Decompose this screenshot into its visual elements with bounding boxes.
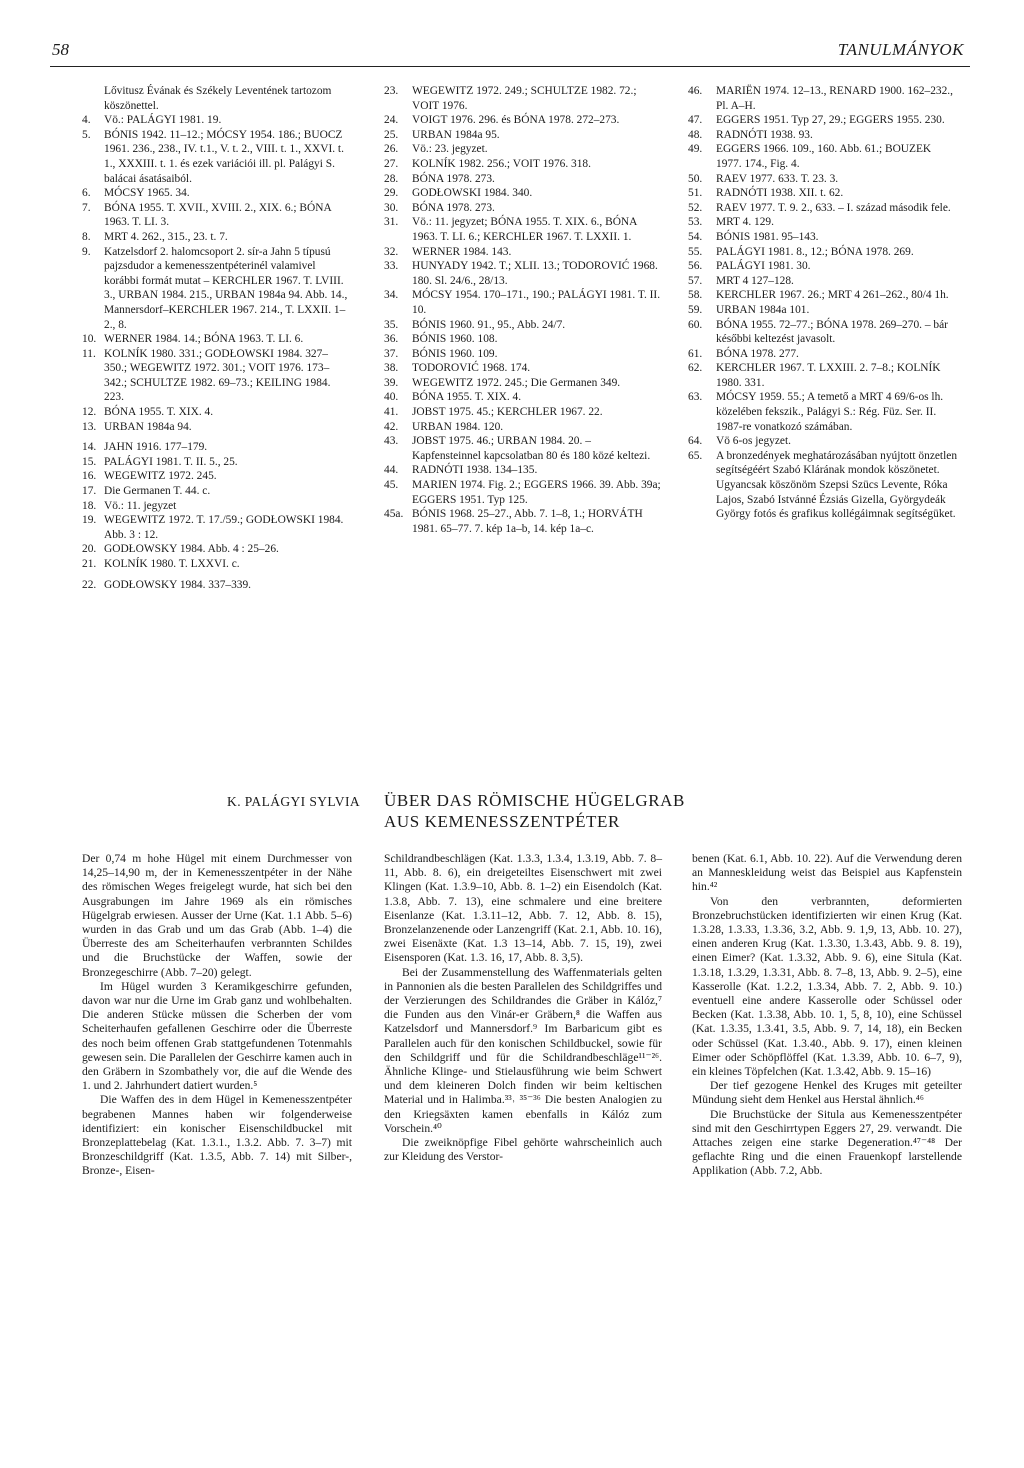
note-item bbox=[384, 318, 662, 333]
note-text: VOIGT 1976. 296. és BÓNA 1978. 272–273. bbox=[412, 114, 620, 127]
note-item bbox=[82, 186, 350, 201]
note-number: 41. bbox=[384, 406, 399, 419]
note-item bbox=[82, 542, 350, 557]
note-text: MARIEN 1974. Fig. 2.; EGGERS 1966. 39. Abb. 39a; EGGERS 1951. Typ 125. bbox=[412, 479, 661, 506]
note-item bbox=[688, 449, 958, 522]
note-text: MRT 4 127–128. bbox=[716, 274, 794, 287]
note-item bbox=[688, 259, 958, 274]
note-number: 35. bbox=[384, 318, 399, 331]
note-number: 47. bbox=[688, 114, 703, 127]
note-text: BÓNA 1955. 72–77.; BÓNA 1978. 269–270. – bár későbbi keltezést javasolt. bbox=[716, 318, 948, 346]
note-number: 19. bbox=[82, 514, 97, 527]
note-item bbox=[688, 288, 958, 303]
body-paragraph: Bei der Zusammenstellung des Waffenmaterials gelten in Pannonien als die besten Parallelen des Schildgriffes und der Verzierungen des Schildrandes die Gräber in Kálóz,⁷ die Funden aus den Vinár-er Gräbern,⁸ die Waffen aus Katzelsdorf und Mannersdorf.⁹ Im Barbaricum gibt es Parallelen auch für den konischen Schildbuckel, sowie für den Schildgriff und für die Schildrandbeschläge¹¹⁻²⁶. Ähnliche Klinge- und Stielausführung wie beim Schwert und dem kleineren Dolch finden wir beim keltischen Material und in Halimba.³³˒ ³⁵⁻³⁶ Die besten Analogien zu den Kriegsäxten kamen ebenfalls in Kálóz zum Vorschein.⁴⁰ bbox=[384, 965, 662, 1135]
note-number: 12. bbox=[82, 406, 97, 419]
note-number: 29. bbox=[384, 187, 399, 200]
note-text: WEGEWITZ 1972. 245. bbox=[104, 470, 217, 483]
note-number: 23. bbox=[384, 85, 399, 97]
note-text: PALÁGYI 1981. 8., 12.; BÓNA 1978. 269. bbox=[716, 245, 914, 258]
note-number: 42. bbox=[384, 420, 399, 433]
note-text: BÓNIS 1960. 108. bbox=[412, 333, 498, 346]
note-item bbox=[82, 499, 350, 514]
note-item bbox=[384, 84, 662, 113]
note-number: 18. bbox=[82, 499, 97, 512]
note-number: 15. bbox=[82, 455, 97, 468]
note-text: RAEV 1977. T. 9. 2., 633. – I. század második fele. bbox=[716, 201, 951, 214]
note-item bbox=[82, 440, 350, 455]
note-text: HUNYADY 1942. T.; XLII. 13.; TODOROVIĆ 1968. 180. Sl. 24/6., 28/13. bbox=[412, 260, 658, 287]
note-number: 34. bbox=[384, 289, 399, 302]
note-item bbox=[384, 245, 662, 260]
note-text: EGGERS 1951. Typ 27, 29.; EGGERS 1955. 230. bbox=[716, 114, 945, 127]
note-number: 62. bbox=[688, 362, 703, 375]
note-number: 49. bbox=[688, 143, 703, 156]
notes-column-1 bbox=[82, 84, 350, 592]
note-item bbox=[384, 507, 662, 536]
note-text: MÓCSY 1959. 55.; A temető a MRT 4 69/6-os lh. közelében fekszik., Palágyi S.: Rég. Füz. Ser. II. 1987-re vonatkozó számában. bbox=[716, 391, 944, 433]
note-item bbox=[384, 186, 662, 201]
note-text: Vö.: 11. jegyzet bbox=[104, 499, 177, 512]
note-item bbox=[82, 332, 350, 347]
body-column-3 bbox=[692, 852, 962, 1179]
note-text: KERCHLER 1967. T. LXXIII. 2. 7–8.; KOLNÍK 1980. 331. bbox=[716, 362, 941, 389]
note-text: Vö.: 23. jegyzet. bbox=[412, 143, 488, 156]
note-item bbox=[384, 347, 662, 362]
header-rule bbox=[50, 66, 970, 67]
note-item bbox=[384, 478, 662, 507]
note-number: 53. bbox=[688, 216, 703, 229]
note-item bbox=[384, 361, 662, 376]
note-item bbox=[384, 288, 662, 317]
article-author: K. PALÁGYI SYLVIA bbox=[227, 794, 360, 809]
note-item bbox=[82, 245, 350, 333]
note-item bbox=[688, 215, 958, 230]
note-item bbox=[688, 113, 958, 128]
body-paragraph: Im Hügel wurden 3 Keramikgeschirre gefunden, davon war nur die Urne im Grab ganz und wohlbehalten. Die anderen Stücke müssen die Scherben der vom Scheiterhaufen gefallenen Geschirre oder die Überreste des noch beim offenen Grab stattgefundenen Totenmahls gewesen sein. Die Parallelen der Geschirre kamen auch in den Gräbern in Szombathely vor, die auf die Wende des 1. und 2. Jahrhundert datiert wurden.⁵ bbox=[82, 979, 352, 1093]
note-number: 20. bbox=[82, 543, 97, 556]
note-item bbox=[82, 347, 350, 405]
note-text: WERNER 1984. 14.; BÓNA 1963. T. LI. 6. bbox=[104, 333, 304, 346]
note-text: PALÁGYI 1981. 30. bbox=[716, 260, 811, 273]
note-number: 39. bbox=[384, 376, 399, 389]
note-number: 56. bbox=[688, 260, 703, 273]
note-text: GODŁOWSKY 1984. Abb. 4 : 25–26. bbox=[104, 543, 279, 556]
note-number: 52. bbox=[688, 201, 703, 214]
body-paragraph: benen (Kat. 6.1, Abb. 10. 22). Auf die Verwendung deren an Manneskleidung weist das Beispiel aus Kapfenstein hin.⁴² bbox=[692, 852, 962, 894]
note-number: 11. bbox=[82, 347, 96, 360]
note-number: 7. bbox=[82, 201, 91, 214]
note-item bbox=[688, 84, 958, 113]
note-number: 32. bbox=[384, 245, 399, 258]
note-item bbox=[688, 390, 958, 434]
notes-column-2 bbox=[384, 84, 662, 536]
note-item bbox=[384, 390, 662, 405]
note-item bbox=[688, 434, 958, 449]
note-item bbox=[82, 484, 350, 499]
note-number: 33. bbox=[384, 260, 399, 273]
note-item bbox=[688, 186, 958, 201]
note-number: 58. bbox=[688, 289, 703, 302]
note-text: GODŁOWSKY 1984. 337–339. bbox=[104, 578, 252, 591]
note-text: PALÁGYI 1981. T. II. 5., 25. bbox=[104, 455, 238, 468]
note-item bbox=[82, 201, 350, 230]
body-column-1 bbox=[82, 852, 352, 1179]
note-item bbox=[688, 303, 958, 318]
note-number: 17. bbox=[82, 485, 97, 498]
note-text: MARIËN 1974. 12–13., RENARD 1900. 162–232., Pl. A–H. bbox=[716, 85, 953, 112]
note-number: 13. bbox=[82, 420, 97, 433]
note-text: Katzelsdorf 2. halomcsoport 2. sír-a Jahn 5 típusú pajzsdudor a kemenesszentpéterinél valamivel korábbi formát mutat – KERCHLER 1967. T. LVIII. 3., URBAN 1984. 215., URBAN 1984a 94. Abb. 14., Mannersdorf–KERCHLER 1967. 214., T. LXXII. 1–2., 8. bbox=[104, 245, 348, 331]
note-item bbox=[688, 201, 958, 216]
note-text: RADNÓTI 1938. XII. t. 62. bbox=[716, 187, 844, 200]
note-text: A bronzedények meghatározásában nyújtott önzetlen segítségéért Szabó Klárának mondok köszönetet. Ugyancsak köszönöm Szepsi Szücs Levente, Róka Lajos, Szabó Istvánné Ézsiás Gizella, Györgydeák György fotós és grafikus kollégáimnak segítségüket. bbox=[716, 449, 958, 521]
note-item bbox=[384, 434, 662, 463]
body-paragraph: Die zweiknöpfige Fibel gehörte wahrscheinlich auch zur Kleidung des Verstor- bbox=[384, 1136, 662, 1164]
note-number: 26. bbox=[384, 143, 399, 156]
note-text: BÓNA 1955. T. XVII., XVIII. 2., XIX. 6.; BÓNA 1963. T. LI. 3. bbox=[104, 201, 332, 229]
note-text: BÓNIS 1942. 11–12.; MÓCSY 1954. 186.; BUOCZ 1961. 236., 238., IV. t.1., V. t. 2., VIII. t. 1., XXVI. t. 1., XXXIII. t. 1. és ezek variációi ill. pl. Palágyi S. balácai ásatásaiból. bbox=[104, 128, 344, 185]
article-title-line-1: ÜBER DAS RÖMISCHE HÜGELGRAB bbox=[384, 791, 685, 810]
body-paragraph: Der tief gezogene Henkel des Kruges mit geteilter Mündung sieht dem Henkel aus Herstal ähnlich.⁴⁶ bbox=[692, 1079, 962, 1107]
note-text: Lővitusz Évának és Székely Leventének tartozom köszönettel. bbox=[104, 85, 332, 112]
note-text: URBAN 1984. 120. bbox=[412, 420, 504, 433]
note-number: 36. bbox=[384, 333, 399, 346]
note-text: BÓNIS 1968. 25–27., Abb. 7. 1–8, 1.; HORVÁTH 1981. 65–77. 7. kép 1a–b, 14. kép 1a–c. bbox=[412, 508, 643, 535]
note-item bbox=[688, 245, 958, 260]
note-number: 51. bbox=[688, 187, 703, 200]
note-item bbox=[82, 113, 350, 128]
note-text: MÓCSY 1954. 170–171., 190.; PALÁGYI 1981. T. II. 10. bbox=[412, 289, 661, 316]
body-paragraph: Der 0,74 m hohe Hügel mit einem Durchmesser von 14,25–14,90 m, der in Kemenesszentpéter in der Nähe des römischen Weges freigelegt wurde, hat sich bei den Ausgrabungen im Jahre 1969 als ein römisches Hügelgrab erwiesen. Ausser der Urne (Kat. 1.1 Abb. 5–6) wurden in das Grab und um das Grab (Abb. 1–4) die Überreste des am Scheiterhaufen verbrannten Schildes und die Bruchstücke der Waffen, sowie der Bronzegeschirre (Abb. 7–20) gelegt. bbox=[82, 852, 352, 979]
note-text: RADNÓTI 1938. 134–135. bbox=[412, 464, 538, 477]
note-number: 46. bbox=[688, 85, 703, 97]
note-item bbox=[82, 128, 350, 186]
note-text: BÓNIS 1960. 109. bbox=[412, 347, 498, 360]
article-title bbox=[384, 790, 764, 832]
note-number: 4. bbox=[82, 114, 91, 127]
note-item bbox=[82, 513, 350, 542]
body-column-2 bbox=[384, 852, 662, 1164]
note-number: 65. bbox=[688, 449, 703, 462]
note-item bbox=[688, 128, 958, 143]
note-number: 63. bbox=[688, 391, 703, 404]
note-text: RADNÓTI 1938. 93. bbox=[716, 128, 813, 141]
note-number: 30. bbox=[384, 201, 399, 214]
note-item bbox=[384, 463, 662, 478]
note-number: 9. bbox=[82, 245, 91, 258]
note-item bbox=[384, 157, 662, 172]
note-text: KOLNÍK 1980. 331.; GODŁOWSKI 1984. 327–350.; WEGEWITZ 1972. 301.; VOIT 1976. 173–342.; SCHULTZE 1982. 69–73.; KEILING 1984. 223. bbox=[104, 347, 331, 404]
note-item bbox=[384, 142, 662, 157]
note-text: Vö.: 11. jegyzet; BÓNA 1955. T. XIX. 6., BÓNA 1963. T. LI. 6.; KERCHLER 1967. T. LXXII. 1. bbox=[412, 216, 637, 243]
note-item bbox=[82, 420, 350, 435]
note-item bbox=[82, 405, 350, 420]
note-text: Die Germanen T. 44. c. bbox=[104, 485, 211, 498]
note-text: MRT 4. 129. bbox=[716, 216, 774, 229]
note-item bbox=[384, 128, 662, 143]
note-text: Vö 6-os jegyzet. bbox=[716, 435, 791, 448]
note-number: 21. bbox=[82, 558, 97, 570]
note-item bbox=[82, 84, 350, 113]
note-number: 45a. bbox=[384, 508, 404, 521]
note-text: MRT 4. 262., 315., 23. t. 7. bbox=[104, 230, 228, 243]
note-number: 10. bbox=[82, 333, 97, 346]
note-item bbox=[688, 172, 958, 187]
note-text: WEGEWITZ 1972. 249.; SCHULTZE 1982. 72.; VOIT 1976. bbox=[412, 85, 637, 112]
note-item bbox=[384, 201, 662, 216]
note-text: RAEV 1977. 633. T. 23. 3. bbox=[716, 172, 839, 185]
note-number: 54. bbox=[688, 230, 703, 243]
note-item bbox=[384, 113, 662, 128]
note-text: KOLNÍK 1980. T. LXXVI. c. bbox=[104, 558, 240, 570]
note-number: 27. bbox=[384, 157, 399, 170]
note-text: MÓCSY 1965. 34. bbox=[104, 187, 190, 200]
note-number: 40. bbox=[384, 391, 399, 404]
note-text: Vö.: PALÁGYI 1981. 19. bbox=[104, 114, 222, 127]
note-text: URBAN 1984a 101. bbox=[716, 303, 810, 316]
note-item bbox=[688, 142, 958, 171]
note-text: WEGEWITZ 1972. T. 17./59.; GODŁOWSKI 1984. Abb. 3 : 12. bbox=[104, 514, 344, 541]
note-item bbox=[384, 376, 662, 391]
note-number: 43. bbox=[384, 435, 399, 448]
note-number: 60. bbox=[688, 318, 703, 331]
note-number: 22. bbox=[82, 578, 97, 591]
note-item bbox=[82, 469, 350, 484]
body-paragraph: Schildrandbeschlägen (Kat. 1.3.3, 1.3.4, 1.3.19, Abb. 7. 8–11, Abb. 8. 6), ein dreigeteiltes Eisenschwert mit zwei Klingen (Kat. 1.3.9–10, Abb. 8. 1–2) ein Eisendolch (Kat. 1.3.8, Abb. 7. 13), eine schmalere und eine breitere Eisenlanze (Kat. 1.3.11–12, Abb. 7. 12, Abb. 8. 15), Bronzelanzenende oder Lanzengriff (Kat. 2.1, Abb. 10. 16), zwei Eisenäxte (Kat. 1.3 13–14, Abb. 7. 15, 19), zwei Eisensporen (Kat. 1.3. 16, 17, Abb. 8. 3,5). bbox=[384, 852, 662, 965]
note-number: 57. bbox=[688, 274, 703, 287]
note-text: JOBST 1975. 46.; URBAN 1984. 20. – Kapfensteinnel kapcsolatban 80 és 180 közé keltezi. bbox=[412, 435, 651, 462]
note-text: JOBST 1975. 45.; KERCHLER 1967. 22. bbox=[412, 406, 603, 419]
note-item bbox=[688, 347, 958, 362]
note-number: 48. bbox=[688, 128, 703, 141]
note-text: BÓNA 1955. T. XIX. 4. bbox=[412, 391, 522, 404]
note-number: 24. bbox=[384, 114, 399, 127]
note-item bbox=[688, 230, 958, 245]
note-text: BÓNA 1978. 277. bbox=[716, 347, 799, 360]
note-item bbox=[384, 172, 662, 187]
note-item bbox=[384, 405, 662, 420]
page-number: 58 bbox=[52, 40, 69, 59]
note-number: 45. bbox=[384, 479, 399, 492]
notes-column-3 bbox=[688, 84, 958, 522]
note-text: TODOROVIĆ 1968. 174. bbox=[412, 362, 531, 375]
note-number: 25. bbox=[384, 128, 399, 141]
note-number: 5. bbox=[82, 128, 91, 141]
note-item bbox=[82, 455, 350, 470]
note-item bbox=[82, 557, 350, 572]
note-text: WERNER 1984. 143. bbox=[412, 245, 512, 258]
note-item bbox=[688, 361, 958, 390]
note-number: 38. bbox=[384, 362, 399, 375]
note-text: BÓNA 1978. 273. bbox=[412, 172, 495, 185]
note-text: JAHN 1916. 177–179. bbox=[104, 441, 208, 454]
note-text: URBAN 1984a 95. bbox=[412, 128, 500, 141]
note-number: 44. bbox=[384, 464, 399, 477]
note-text: GODŁOWSKI 1984. 340. bbox=[412, 187, 533, 200]
note-item bbox=[82, 578, 350, 593]
article-title-line-2: AUS KEMENESSZENTPÉTER bbox=[384, 812, 620, 831]
note-item bbox=[82, 230, 350, 245]
note-number: 8. bbox=[82, 230, 91, 243]
note-text: BÓNA 1955. T. XIX. 4. bbox=[104, 406, 214, 419]
note-text: EGGERS 1966. 109., 160. Abb. 61.; BOUZEK 1977. 174., Fig. 4. bbox=[716, 143, 932, 170]
note-number: 31. bbox=[384, 216, 399, 229]
body-paragraph: Die Waffen des in dem Hügel in Kemenesszentpéter begrabenen Mannes haben wir folgenderweise identifiziert: ein konischer Eisenschildbuckel mit Bronzeplattebelag (Kat. 1.3.1., 1.3.2. Abb. 7. 3–7) mit Bronzeschildgriff (Kat. 1.3.5, Abb. 7. 14) mit Silber-, Bronze-, Eisen- bbox=[82, 1093, 352, 1178]
note-item bbox=[688, 318, 958, 347]
note-number: 6. bbox=[82, 187, 91, 200]
note-item bbox=[384, 332, 662, 347]
note-number: 28. bbox=[384, 172, 399, 185]
note-number: 61. bbox=[688, 347, 703, 360]
note-text: BÓNA 1978. 273. bbox=[412, 201, 495, 214]
note-number: 64. bbox=[688, 435, 703, 448]
note-item bbox=[688, 274, 958, 289]
body-paragraph: Die Bruchstücke der Situla aus Kemenesszentpéter sind mit den Geschirrtypen Eggers 27, 29. verwandt. Die Attaches zeigen eine starke Degeneration.⁴⁷⁻⁴⁸ Der geflachte Ring und die einen Frauenkopf larstellende Applikation (Abb. 7.2, Abb. bbox=[692, 1107, 962, 1178]
note-text: URBAN 1984a 94. bbox=[104, 420, 192, 433]
note-number: 16. bbox=[82, 470, 97, 483]
note-text: BÓNIS 1960. 91., 95., Abb. 24/7. bbox=[412, 318, 566, 331]
note-text: WEGEWITZ 1972. 245.; Die Germanen 349. bbox=[412, 376, 621, 389]
note-number: 55. bbox=[688, 245, 703, 258]
note-number: 14. bbox=[82, 441, 97, 454]
note-number: 37. bbox=[384, 347, 399, 360]
note-item bbox=[384, 420, 662, 435]
note-item bbox=[384, 215, 662, 244]
note-number: 50. bbox=[688, 172, 703, 185]
note-number: 59. bbox=[688, 303, 703, 316]
note-text: KERCHLER 1967. 26.; MRT 4 261–262., 80/4 1h. bbox=[716, 289, 949, 302]
note-text: KOLNÍK 1982. 256.; VOIT 1976. 318. bbox=[412, 157, 591, 170]
note-item bbox=[384, 259, 662, 288]
running-title: TANULMÁNYOK bbox=[837, 40, 964, 59]
body-paragraph: Von den verbrannten, deformierten Bronzebruchstücken identifizierten wir einen Krug (Kat. 1.3.28, 1.3.33, 1.3.36, 3.2, Abb. 9. 1,9, 13, Abb. 10. 27), einen anderen Krug (Kat. 1.3.30, 1.3.43, Abb. 9. 8. 19), einen Eimer? (Kat. 1.3.32, Abb. 9. 6), eine Situla (Kat. 1.3.18, 1.3.29, 1.3.31, Abb. 8. 7–8, 13, Abb. 9. 2–5), eine Kasserolle (Kat. 1.2.2, 1.3.34, Abb. 7. 2, Abb. 9. 10.) eventuell eine andere Kasserolle oder Schüssel oder Becken (Kat. 1.3.38, Abb. 10. 1, 5, 8, 10), eine Schüssel (Kat. 1.3.35, 1.3.41, 3.5, Abb. 9. 7, 14, 18), ein Becken oder Schüssel (Kat. 1.3.40., Abb. 9. 17), einen kleinen Eimer oder Schöpflöffel (Kat. 1.3.39, Abb. 10. 6–7, 9), ein kleines Töpfelchen (Kat. 1.3.42, Abb. 9. 15–16) bbox=[692, 894, 962, 1079]
note-text: BÓNIS 1981. 95–143. bbox=[716, 230, 819, 243]
